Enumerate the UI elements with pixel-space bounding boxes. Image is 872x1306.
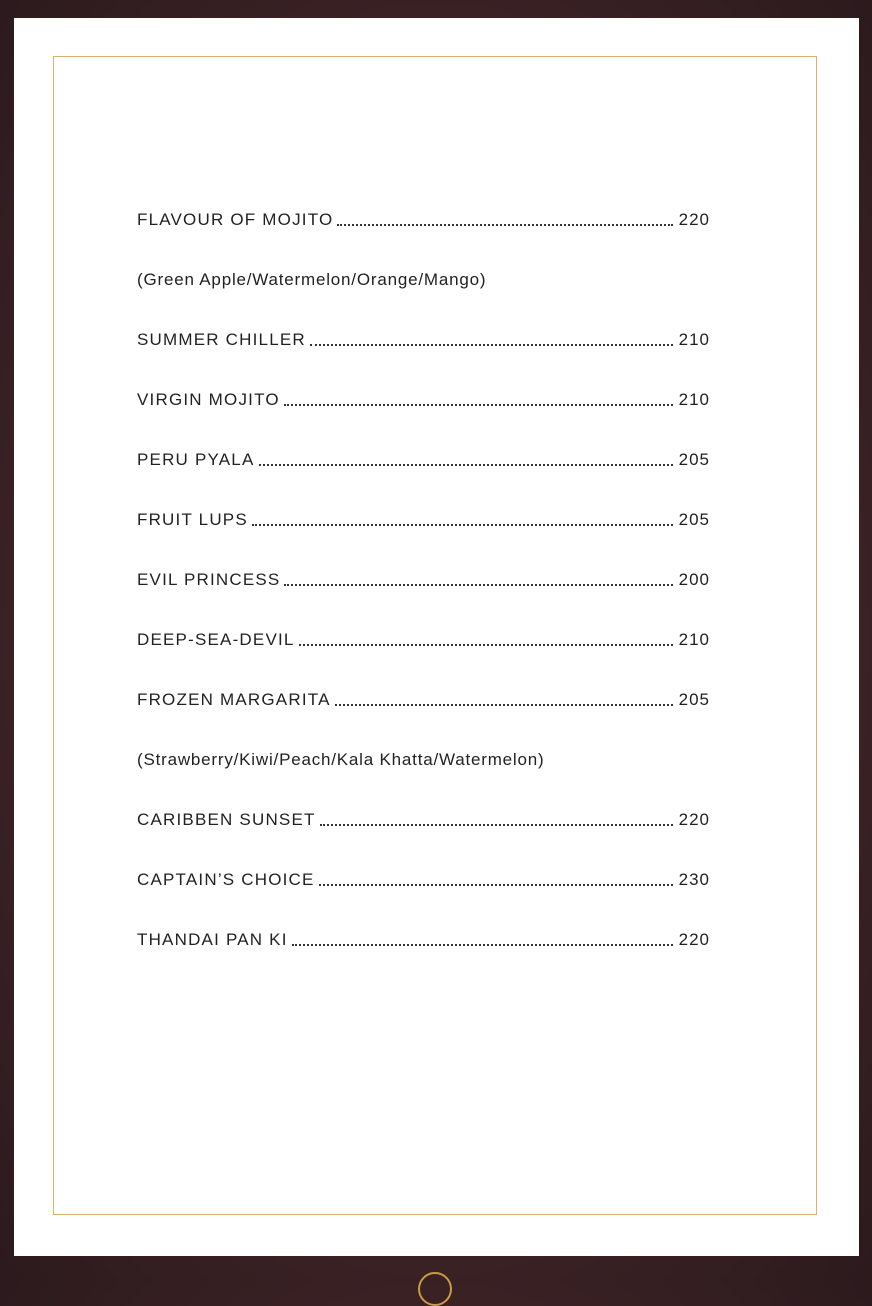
menu-item: [137, 370, 710, 430]
item-name: VIRGIN MOJITO: [137, 390, 280, 409]
item-variants: (Strawberry/Kiwi/Peach/Kala Khatta/Watermelon): [137, 750, 545, 769]
dot-leader: [284, 404, 673, 406]
item-name: EVIL PRINCESS: [137, 570, 281, 589]
dot-leader: [319, 884, 673, 886]
item-name: FLAVOUR OF MOJITO: [137, 210, 334, 229]
dot-leader: [284, 584, 672, 586]
item-price: 220: [678, 210, 710, 229]
item-price: 205: [678, 690, 710, 709]
item-price: 210: [678, 630, 710, 649]
item-price: 220: [678, 810, 710, 829]
item-price: 210: [678, 390, 710, 409]
menu-item: [137, 790, 710, 850]
menu-item: [137, 430, 710, 490]
item-name: CARIBBEN SUNSET: [137, 810, 316, 829]
menu-item-note: [137, 730, 710, 790]
menu-item: [137, 490, 710, 550]
dot-leader: [259, 464, 673, 466]
dot-leader: [299, 644, 673, 646]
item-name: DEEP-SEA-DEVIL: [137, 630, 295, 649]
item-price: 230: [678, 870, 710, 889]
dot-leader: [320, 824, 673, 826]
item-name: FRUIT LUPS: [137, 510, 248, 529]
dot-leader: [310, 344, 673, 346]
menu-item: [137, 850, 710, 910]
dot-leader: [292, 944, 673, 946]
menu-item: [137, 310, 710, 370]
menu-item: [137, 610, 710, 670]
item-name: SUMMER CHILLER: [137, 330, 306, 349]
item-price: 200: [678, 570, 710, 589]
dot-leader: [337, 224, 672, 226]
gold-ornament-icon: [418, 1272, 452, 1306]
item-name: PERU PYALA: [137, 450, 255, 469]
menu-item-note: [137, 250, 710, 310]
menu-item: [137, 190, 710, 250]
item-price: 220: [678, 930, 710, 949]
item-price: 205: [678, 450, 710, 469]
item-name: FROZEN MARGARITA: [137, 690, 331, 709]
menu-item: [137, 670, 710, 730]
item-name: THANDAI PAN KI: [137, 930, 288, 949]
item-name: CAPTAIN’S CHOICE: [137, 870, 315, 889]
item-variants: (Green Apple/Watermelon/Orange/Mango): [137, 270, 487, 289]
item-price: 205: [678, 510, 710, 529]
dot-leader: [335, 704, 673, 706]
item-price: 210: [678, 330, 710, 349]
menu-item: [137, 550, 710, 610]
menu-list: [137, 190, 710, 970]
dot-leader: [252, 524, 673, 526]
menu-item: [137, 910, 710, 970]
